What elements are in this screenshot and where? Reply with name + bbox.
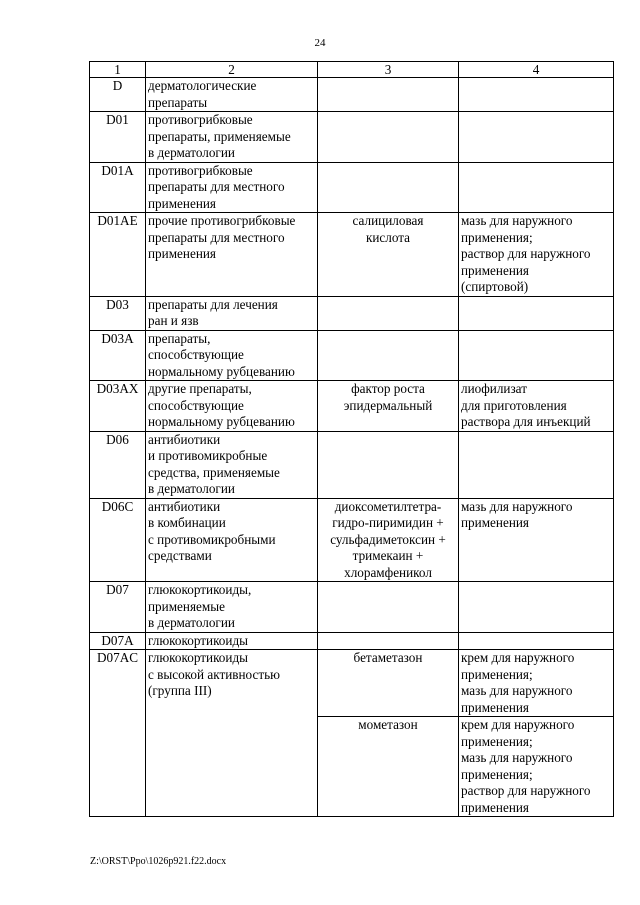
atc-code-cell: D07AC xyxy=(90,650,146,817)
page-number: 24 xyxy=(314,37,326,49)
drug-name-cell: диоксометилтетра- гидро-пиримидин + сульфадиметоксин + тримекаин + хлорамфеникол xyxy=(318,498,459,582)
table-row xyxy=(90,582,614,633)
dosage-form-cell xyxy=(459,582,614,633)
table-row xyxy=(90,162,614,213)
atc-code-cell: D01A xyxy=(90,162,146,213)
dosage-form-cell xyxy=(459,162,614,213)
group-name-cell: глюкокортикоиды xyxy=(146,632,318,650)
atc-code-cell: D01 xyxy=(90,112,146,163)
atc-code-cell: D01AE xyxy=(90,213,146,297)
group-name-cell: препараты для лечения ран и язв xyxy=(146,296,318,330)
dosage-form-cell xyxy=(459,330,614,381)
group-name-cell: препараты, способствующие нормальному рубцеванию xyxy=(146,330,318,381)
atc-code-cell: D07 xyxy=(90,582,146,633)
dosage-form-cell: мазь для наружного применения xyxy=(459,498,614,582)
atc-code-cell: D03 xyxy=(90,296,146,330)
table-row xyxy=(90,296,614,330)
header-row xyxy=(90,62,614,78)
table-row xyxy=(90,112,614,163)
atc-code-cell: D07A xyxy=(90,632,146,650)
dosage-form-cell xyxy=(459,632,614,650)
column-header: 2 xyxy=(146,62,318,78)
dosage-form-cell: крем для наружного применения; мазь для наружного применения; раствор для наружного применения xyxy=(459,717,614,817)
group-name-cell: прочие противогрибковые препараты для местного применения xyxy=(146,213,318,297)
group-name-cell: противогрибковые препараты для местного применения xyxy=(146,162,318,213)
drug-name-cell xyxy=(318,78,459,112)
drug-name-cell: салициловая кислота xyxy=(318,213,459,297)
group-name-cell: антибиотики в комбинации с противомикробными средствами xyxy=(146,498,318,582)
drug-table xyxy=(89,61,614,817)
drug-name-cell: мометазон xyxy=(318,717,459,817)
group-name-cell: антибиотики и противомикробные средства, применяемые в дерматологии xyxy=(146,431,318,498)
group-name-cell: другие препараты, способствующие нормальному рубцеванию xyxy=(146,381,318,432)
table-row xyxy=(90,381,614,432)
group-name-cell: дерматологические препараты xyxy=(146,78,318,112)
drug-name-cell xyxy=(318,330,459,381)
table-row xyxy=(90,78,614,112)
table-row xyxy=(90,632,614,650)
column-header: 1 xyxy=(90,62,146,78)
table-row xyxy=(90,498,614,582)
dosage-form-cell xyxy=(459,112,614,163)
dosage-form-cell: лиофилизат для приготовления раствора для инъекций xyxy=(459,381,614,432)
column-header: 4 xyxy=(459,62,614,78)
dosage-form-cell: мазь для наружного применения; раствор для наружного применения (спиртовой) xyxy=(459,213,614,297)
table-row xyxy=(90,431,614,498)
dosage-form-cell xyxy=(459,431,614,498)
drug-name-cell xyxy=(318,431,459,498)
atc-code-cell: D06 xyxy=(90,431,146,498)
drug-name-cell xyxy=(318,632,459,650)
group-name-cell: противогрибковые препараты, применяемые в дерматологии xyxy=(146,112,318,163)
dosage-form-cell: крем для наружного применения; мазь для наружного применения xyxy=(459,650,614,717)
dosage-form-cell xyxy=(459,296,614,330)
atc-code-cell: D03A xyxy=(90,330,146,381)
group-name-cell: глюкокортикоиды с высокой активностью (группа III) xyxy=(146,650,318,817)
dosage-form-cell xyxy=(459,78,614,112)
column-header: 3 xyxy=(318,62,459,78)
drug-name-cell: фактор роста эпидермальный xyxy=(318,381,459,432)
group-name-cell: глюкокортикоиды, применяемые в дерматологии xyxy=(146,582,318,633)
atc-code-cell: D xyxy=(90,78,146,112)
atc-code-cell: D06C xyxy=(90,498,146,582)
drug-name-cell xyxy=(318,582,459,633)
drug-name-cell: бетаметазон xyxy=(318,650,459,717)
table-row xyxy=(90,650,614,717)
atc-code-cell: D03AX xyxy=(90,381,146,432)
drug-name-cell xyxy=(318,296,459,330)
footer-file-path: Z:\ORST\Ppo\1026p921.f22.docx xyxy=(90,856,227,867)
table-row xyxy=(90,213,614,297)
table-row xyxy=(90,330,614,381)
drug-name-cell xyxy=(318,162,459,213)
drug-name-cell xyxy=(318,112,459,163)
